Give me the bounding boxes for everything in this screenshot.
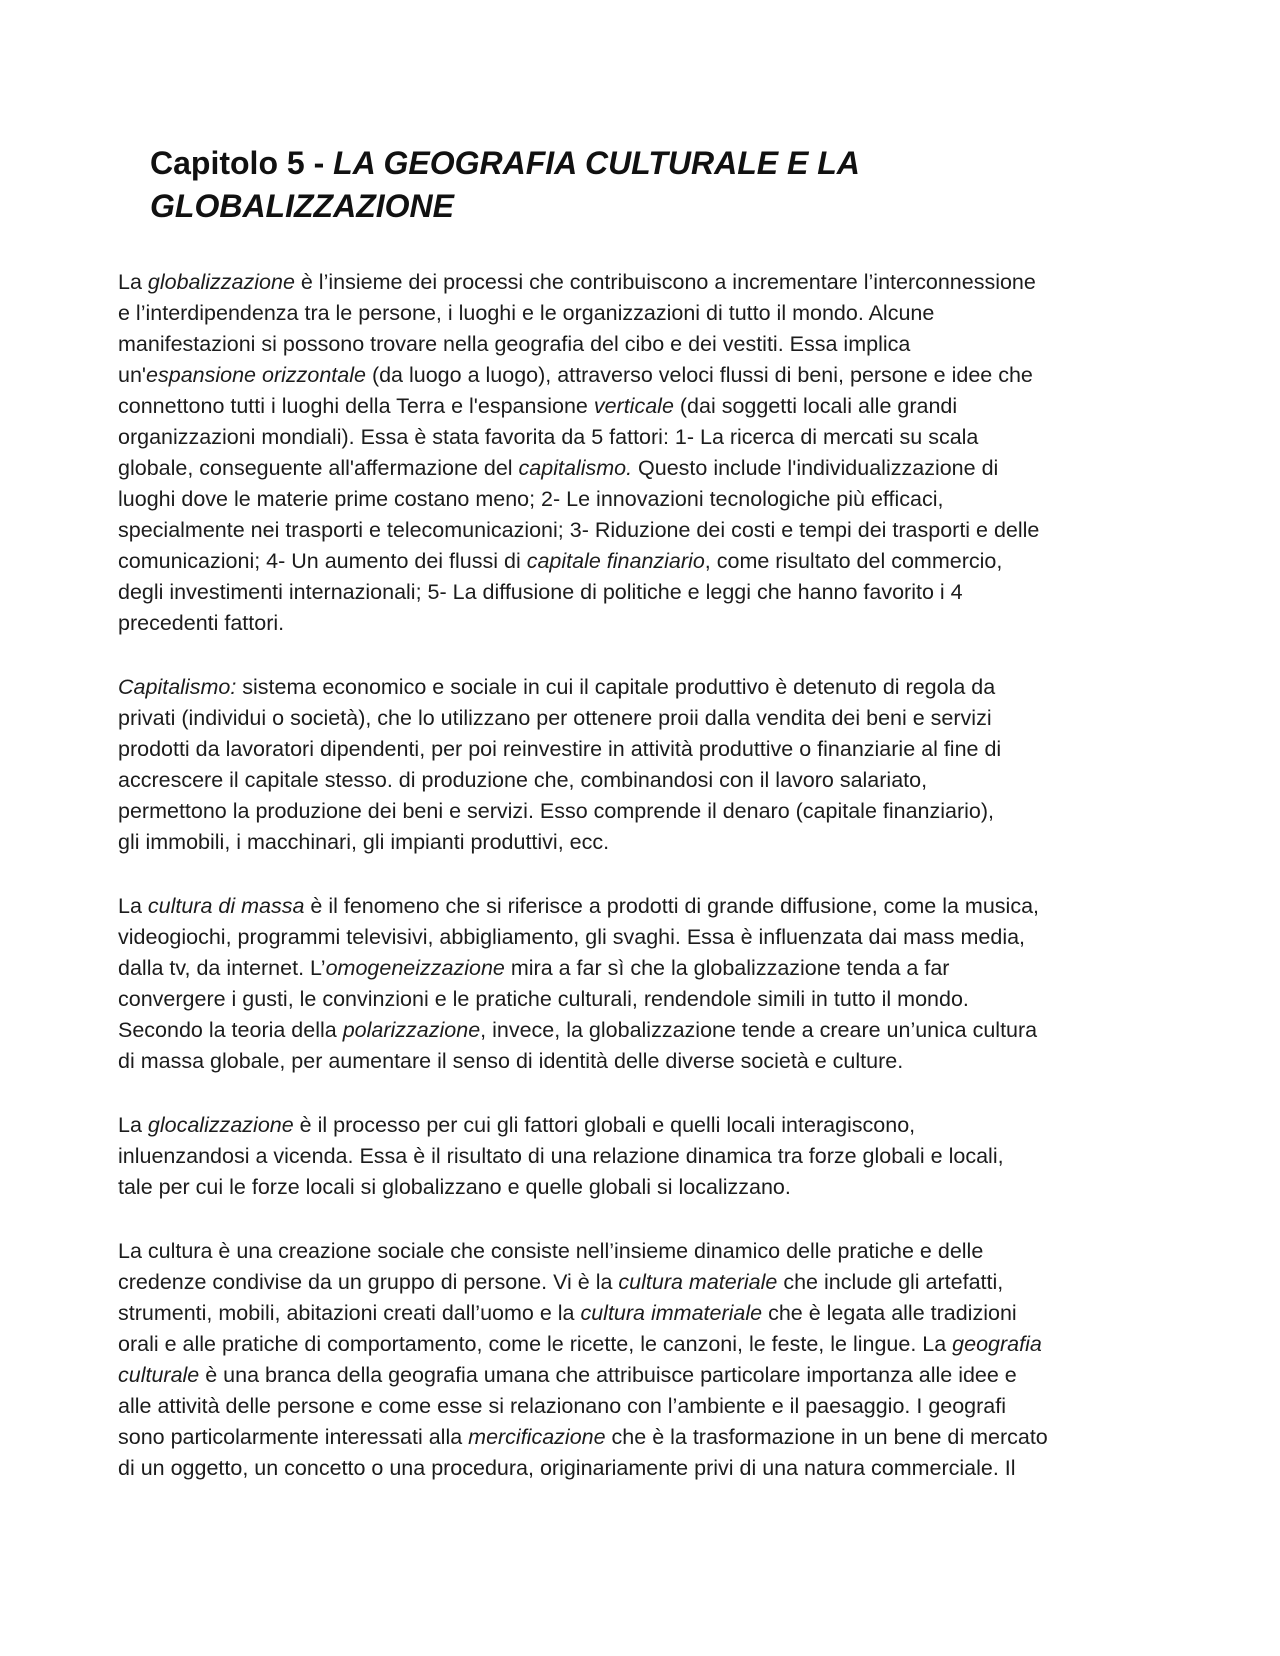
- text-line: sono particolarmente interessati alla mercificazione che è la trasformazione in un bene di mercato: [118, 1425, 1048, 1449]
- text-line: La cultura è una creazione sociale che consiste nell’insieme dinamico delle pratiche e delle: [118, 1239, 984, 1263]
- text-line: precedenti fattori.: [118, 611, 285, 635]
- text-line: comunicazioni; 4- Un aumento dei flussi di capitale finanziario, come risultato del commercio,: [118, 549, 1003, 573]
- text-line: prodotti da lavoratori dipendenti, per poi reinvestire in attività produttive o finanziarie al fine di: [118, 737, 1002, 761]
- text-line: un'espansione orizzontale (da luogo a luogo), attraverso veloci flussi di beni, persone e idee che: [118, 363, 1033, 387]
- text-line: specialmente nei trasporti e telecomunicazioni; 3- Riduzione dei costi e tempi dei trasporti e delle: [118, 518, 1040, 542]
- text-line: di massa globale, per aumentare il senso di identità delle diverse società e culture.: [118, 1049, 904, 1073]
- text-line: La cultura di massa è il fenomeno che si riferisce a prodotti di grande diffusione, come la musica,: [118, 894, 1040, 918]
- chapter-title-italic-line2: GLOBALIZZAZIONE: [150, 188, 454, 224]
- chapter-title-italic-line1: LA GEOGRAFIA CULTURALE E LA: [333, 145, 860, 181]
- paragraph-globalizzazione: [118, 267, 1178, 639]
- text-line: manifestazioni si possono trovare nella geografia del cibo e dei vestiti. Essa implica: [118, 332, 911, 356]
- text-line: degli investimenti internazionali; 5- La diffusione di politiche e leggi che hanno favorito i 4: [118, 580, 963, 604]
- paragraph-cultura: [118, 1236, 1178, 1484]
- text-line: convergere i gusti, le convinzioni e le pratiche culturali, rendendole simili in tutto il mondo.: [118, 987, 969, 1011]
- text-line: permettono la produzione dei beni e servizi. Esso comprende il denaro (capitale finanziario),: [118, 799, 995, 823]
- text-line: Secondo la teoria della polarizzazione, invece, la globalizzazione tende a creare un’unica cultura: [118, 1018, 1038, 1042]
- paragraph-capitalismo: [118, 672, 1178, 858]
- text-line: gli immobili, i macchinari, gli impianti produttivi, ecc.: [118, 830, 610, 854]
- text-line: Capitalismo: sistema economico e sociale in cui il capitale produttivo è detenuto di regola da: [118, 675, 996, 699]
- text-line: alle attività delle persone e come esse si relazionano con l’ambiente e il paesaggio. I geografi: [118, 1394, 1007, 1418]
- paragraph-glocalizzazione: [118, 1110, 1178, 1203]
- text-line: e l’interdipendenza tra le persone, i luoghi e le organizzazioni di tutto il mondo. Alcune: [118, 301, 935, 325]
- text-line: organizzazioni mondiali). Essa è stata favorita da 5 fattori: 1- La ricerca di mercati su scala: [118, 425, 979, 449]
- text-line: strumenti, mobili, abitazioni creati dall’uomo e la cultura immateriale che è legata alle tradizioni: [118, 1301, 1017, 1325]
- text-line: connettono tutti i luoghi della Terra e l'espansione verticale (dai soggetti locali alle grandi: [118, 394, 958, 418]
- text-line: culturale è una branca della geografia umana che attribuisce particolare importanza alle idee e: [118, 1363, 1017, 1387]
- chapter-title-prefix: Capitolo 5 -: [150, 145, 334, 181]
- text-line: luoghi dove le materie prime costano meno; 2- Le innovazioni tecnologiche più efficaci,: [118, 487, 944, 511]
- text-line: inluenzandosi a vicenda. Essa è il risultato di una relazione dinamica tra forze globali e locali,: [118, 1144, 1004, 1168]
- text-line: orali e alle pratiche di comportamento, come le ricette, le canzoni, le feste, le lingue. La geografia: [118, 1332, 1042, 1356]
- text-line: credenze condivise da un gruppo di persone. Vi è la cultura materiale che include gli artefatti,: [118, 1270, 1004, 1294]
- text-line: accrescere il capitale stesso. di produzione che, combinandosi con il lavoro salariato,: [118, 768, 928, 792]
- text-line: La globalizzazione è l’insieme dei processi che contribuiscono a incrementare l’interconnessione: [118, 270, 1036, 294]
- text-line: di un oggetto, un concetto o una procedura, originariamente privi di una natura commerciale. Il: [118, 1456, 1016, 1480]
- text-line: tale per cui le forze locali si globalizzano e quelle globali si localizzano.: [118, 1175, 791, 1199]
- text-line: globale, conseguente all'affermazione del capitalismo. Questo include l'individualizzazione di: [118, 456, 999, 480]
- document-body: [118, 267, 1178, 1517]
- text-line: dalla tv, da internet. L’omogeneizzazione mira a far sì che la globalizzazione tenda a far: [118, 956, 950, 980]
- text-line: videogiochi, programmi televisivi, abbigliamento, gli svaghi. Essa è influenzata dai mass media,: [118, 925, 1026, 949]
- text-line: La glocalizzazione è il processo per cui gli fattori globali e quelli locali interagiscono,: [118, 1113, 916, 1137]
- text-line: privati (individui o società), che lo utilizzano per ottenere proii dalla vendita dei beni e servizi: [118, 706, 992, 730]
- chapter-title: [150, 142, 1150, 228]
- paragraph-cultura-di-massa: [118, 891, 1178, 1077]
